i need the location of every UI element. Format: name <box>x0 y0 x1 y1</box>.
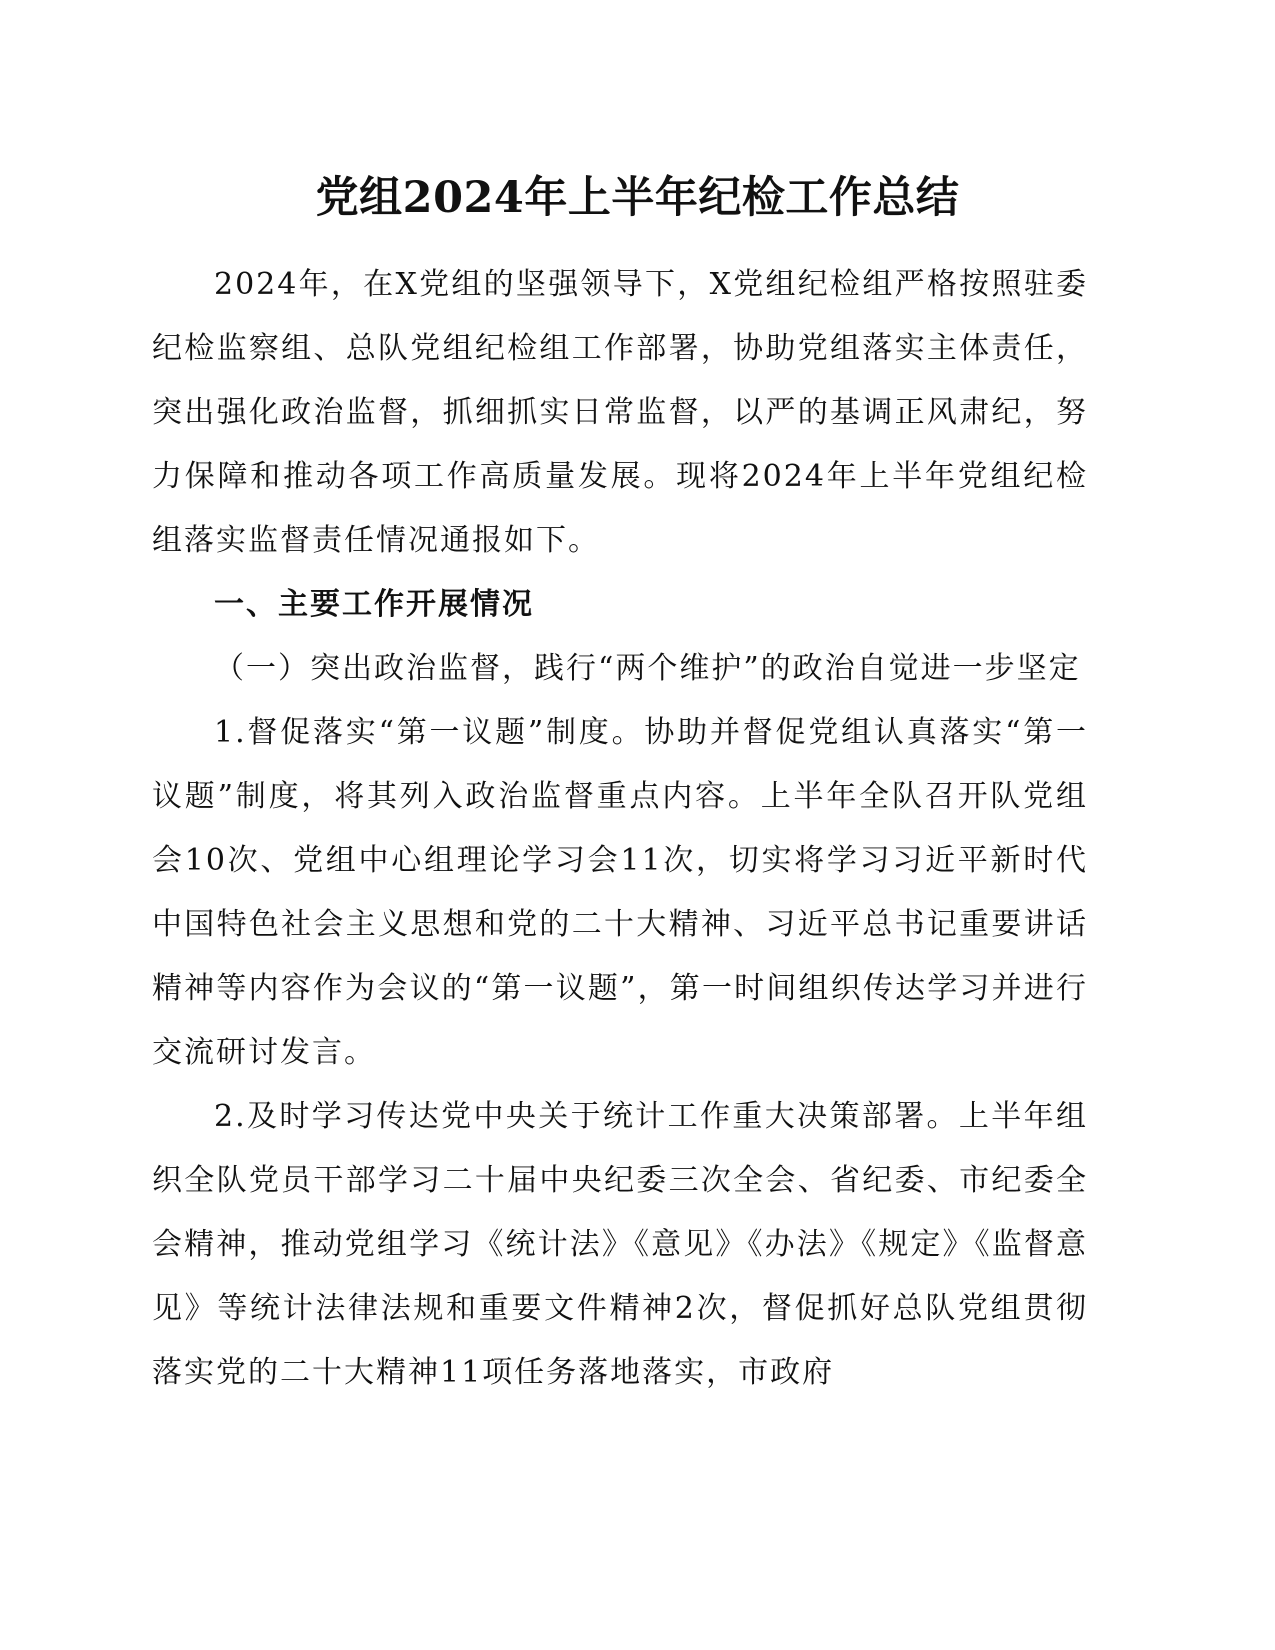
item-paragraph-1: 1.督促落实“第一议题”制度。协助并督促党组认真落实“第一议题”制度，将其列入政治监督重点内容。上半年全队召开队党组会10次、党组中心组理论学习会11次，切实将学习习近平新时代中国特色社会主义思想和党的二十大精神、习近平总书记重要讲话精神等内容作为会议的“第一议题”，第一时间组织传达学习并进行交流研讨发言。 <box>152 715 1088 1070</box>
subsection-heading: （一）突出政治监督，践行“两个维护”的政治自觉进一步坚定 <box>214 651 1081 686</box>
document-body <box>152 253 1088 1405</box>
section-heading: 一、主要工作开展情况 <box>214 587 534 622</box>
intro-paragraph: 2024年，在X党组的坚强领导下，X党组纪检组严格按照驻委纪检监察组、总队党组纪检组工作部署，协助党组落实主体责任，突出强化政治监督，抓细抓实日常监督，以严的基调正风肃纪，努力保障和推动各项工作高质量发展。现将2024年上半年党组纪检组落实监督责任情况通报如下。 <box>152 267 1088 558</box>
document-title: 党组2024年上半年纪检工作总结 <box>315 173 960 223</box>
item-paragraph-2: 2.及时学习传达党中央关于统计工作重大决策部署。上半年组织全队党员干部学习二十届中央纪委三次全会、省纪委、市纪委全会精神，推动党组学习《统计法》《意见》《办法》《规定》《监督意见》等统计法律法规和重要文件精神2次，督促抓好总队党组贯彻落实党的二十大精神11项任务落地落实，市政府 <box>152 1099 1088 1390</box>
